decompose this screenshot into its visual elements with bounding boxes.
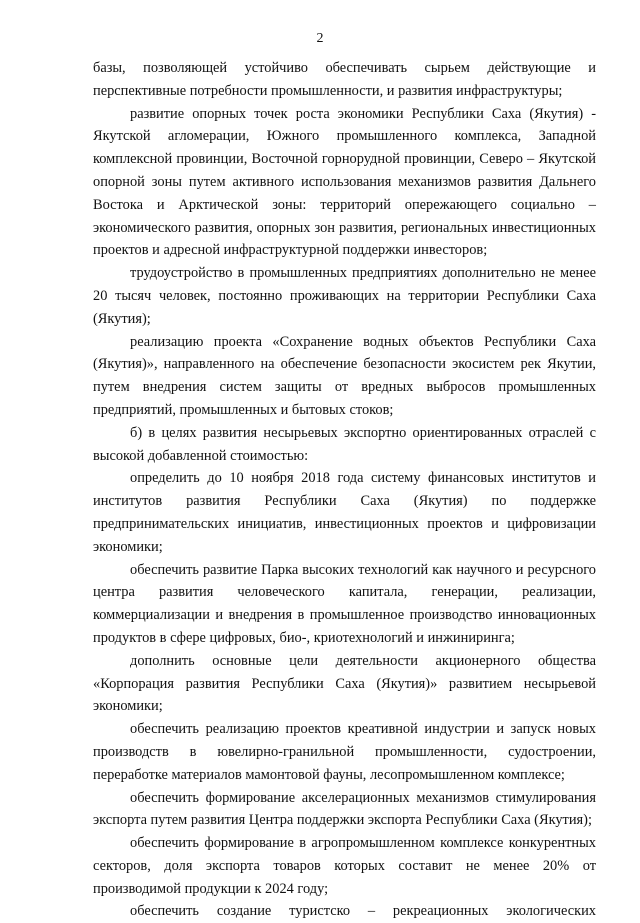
paragraph-employment: трудоустройство в промышленных предприятиях дополнительно не менее 20 тысяч человек, постоянно проживающих на территории Республики Саха (Якутия); [93, 265, 596, 327]
paragraph-creative-industry: обеспечить реализацию проектов креативной индустрии и запуск новых производств в ювелирно-гранильной промышленности, судостроении, переработке материалов мамонтовой фауны, лесопромышленном комплексе; [93, 721, 596, 783]
page-number: 2 [316, 31, 324, 46]
paragraph-growth-points: развитие опорных точек роста экономики Республики Саха (Якутия) - Якутской агломерации, Южного промышленного комплекса, Западной комплексной провинции, Восточной горнорудной провинции, Северо – Якутской опорной зоны путем активного использования механизмов развития Дальнего Востока и Арктической зоны: территорий опережающего социально – экономического развития, опорных зон развития, региональных инвестиционных проектов и адресной инфраструктурной поддержки инвесторов; [93, 105, 596, 259]
paragraph-tourism: обеспечить создание туристско – рекреационных экологических [130, 903, 596, 920]
paragraph-infrastructure-base: базы, позволяющей устойчиво обеспечивать сырьем действующие и перспективные потребности промышленности, и развития инфраструктуры; [93, 60, 596, 99]
paragraph-export-goals-heading: б) в целях развития несырьевых экспортно ориентированных отраслей с высокой добавленной стоимостью: [93, 424, 596, 464]
paragraph-development-corporation: дополнить основные цели деятельности акционерного общества «Корпорация развития Республики Саха (Якутия)» развитием несырьевой экономики; [93, 652, 596, 715]
paragraph-export-support: обеспечить формирование акселерационных механизмов стимулирования экспорта путем развития Центра поддержки экспорта Республики Саха (Якутия); [93, 789, 596, 829]
document-body [93, 57, 596, 923]
paragraph-tech-park: обеспечить развитие Парка высоких технологий как научного и ресурсного центра развития человеческого капитала, генерации, реализации, коммерциализации и внедрения в промышленное производство инновационных продуктов в сфере цифровых, био-, криотехнологий и инжиниринга; [93, 561, 596, 646]
paragraph-agro-export: обеспечить формирование в агропромышленном комплексе конкурентных секторов, доля экспорта товаров которых составит не менее 20% от производимой продукции к 2024 году; [93, 835, 596, 897]
paragraph-water-project: реализацию проекта «Сохранение водных объектов Республики Саха (Якутия)», направленного на обеспечение безопасности экосистем рек Якутии, путем внедрения систем защиты от вредных выбросов промышленных предприятий, промышленных и бытовых стоков; [93, 333, 596, 418]
paragraph-financial-institutions: определить до 10 ноября 2018 года систему финансовых институтов и институтов развития Республики Саха (Якутия) по поддержке предпринимательских инициатив, инвестиционных проектов и цифровизации экономики; [93, 470, 596, 555]
